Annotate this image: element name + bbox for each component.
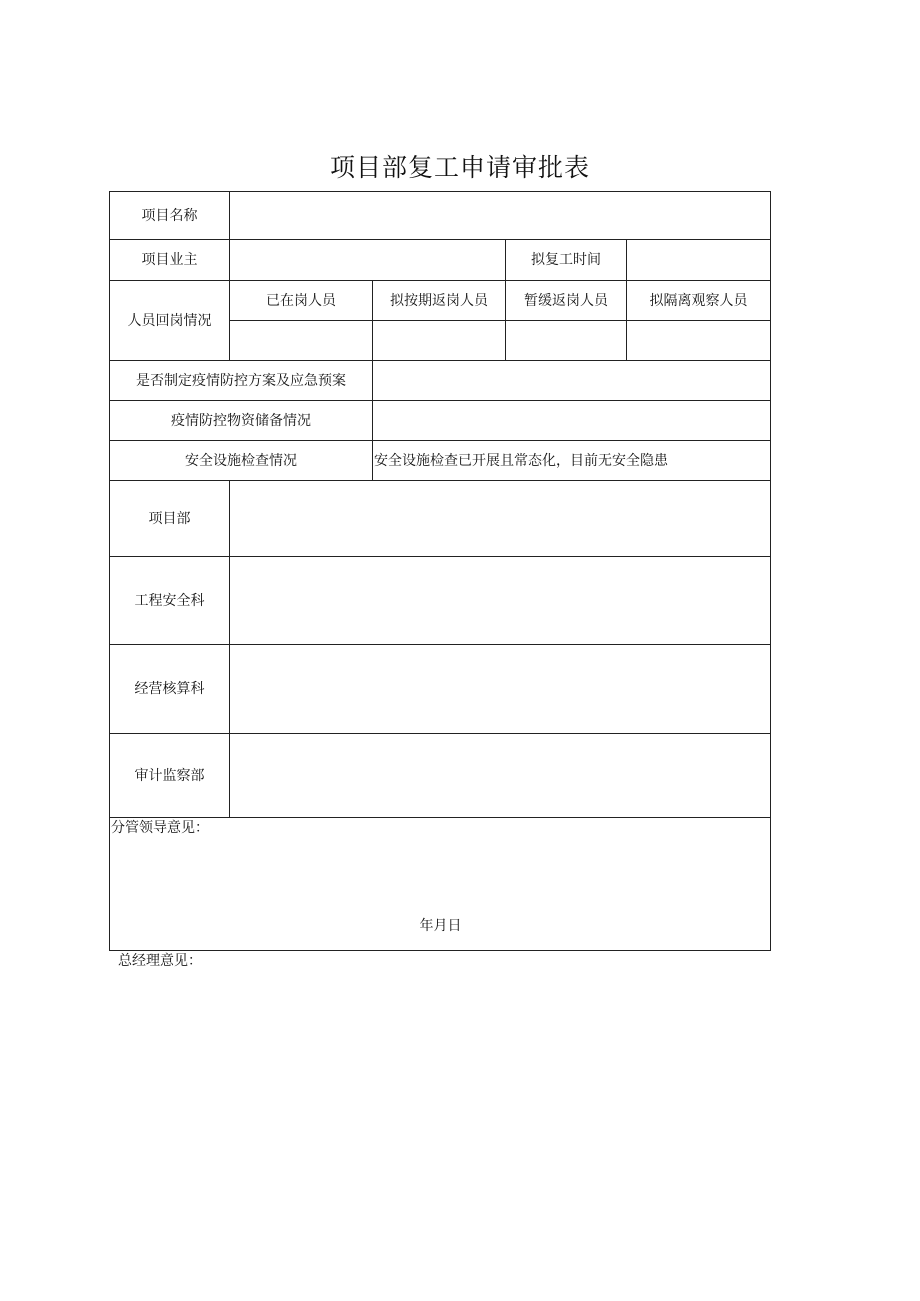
operation-accounting-field[interactable]: [230, 645, 771, 734]
staff-value-field[interactable]: [627, 321, 771, 361]
epidemic-plan-field[interactable]: [373, 361, 771, 401]
page-title: 项目部复工申请审批表: [329, 153, 590, 182]
operation-accounting-label: 经营核算科: [110, 645, 230, 734]
safety-check-label: 安全设施检查情况: [110, 441, 373, 481]
resume-time-label: 拟复工时间: [506, 240, 627, 281]
project-name-label: 项目名称: [110, 192, 230, 240]
audit-supervision-field[interactable]: [230, 734, 771, 818]
supplies-label: 疫情防控物资储备情况: [110, 401, 373, 441]
project-owner-field[interactable]: [230, 240, 506, 281]
approval-form-table: [109, 191, 771, 951]
staff-column-header: 拟隔离观察人员: [627, 281, 771, 321]
project-dept-field[interactable]: [230, 481, 771, 557]
project-owner-label: 项目业主: [110, 240, 230, 281]
row-leader-opinion: [110, 818, 771, 951]
row-supplies: [110, 401, 771, 441]
eng-safety-label: 工程安全科: [110, 557, 230, 645]
row-safety-check: [110, 441, 771, 481]
row-project-owner: [110, 240, 771, 281]
resume-time-field[interactable]: [627, 240, 771, 281]
leader-opinion-label: 分管领导意见：: [111, 820, 209, 836]
leader-opinion-field[interactable]: [110, 818, 771, 951]
audit-supervision-label: 审计监察部: [110, 734, 230, 818]
row-epidemic-plan: [110, 361, 771, 401]
staff-value-field[interactable]: [230, 321, 373, 361]
project-dept-label: 项目部: [110, 481, 230, 557]
project-name-field[interactable]: [230, 192, 771, 240]
row-project-name: [110, 192, 771, 240]
staff-column-header: 已在岗人员: [230, 281, 373, 321]
supplies-field[interactable]: [373, 401, 771, 441]
row-project-dept: [110, 481, 771, 557]
staff-return-label: 人员回岗情况: [110, 281, 230, 361]
staff-column-header: 拟按期返岗人员: [373, 281, 506, 321]
row-operation-accounting: [110, 645, 771, 734]
safety-check-field[interactable]: 安全设施检查已开展且常态化，目前无安全隐患: [373, 441, 771, 481]
staff-value-field[interactable]: [373, 321, 506, 361]
staff-column-header: 暂缓返岗人员: [506, 281, 627, 321]
row-eng-safety: [110, 557, 771, 645]
eng-safety-field[interactable]: [230, 557, 771, 645]
epidemic-plan-label: 是否制定疫情防控方案及应急预案: [110, 361, 373, 401]
row-audit-supervision: [110, 734, 771, 818]
gm-opinion-label: 总经理意见：: [118, 953, 202, 969]
row-staff-header: [110, 281, 771, 321]
staff-value-field[interactable]: [506, 321, 627, 361]
leader-opinion-date: 年月日: [419, 918, 462, 934]
